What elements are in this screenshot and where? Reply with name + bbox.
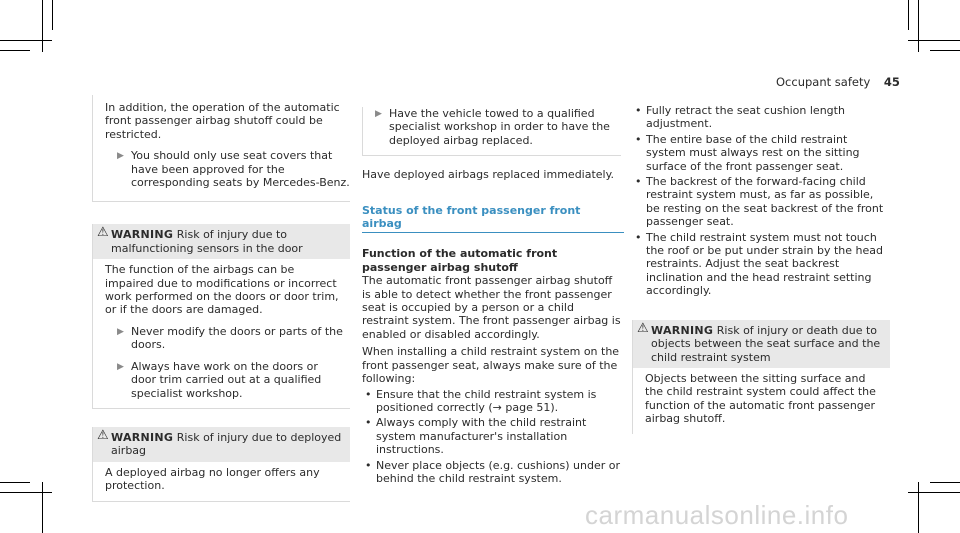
crop-mark xyxy=(52,0,53,30)
page-number: 45 xyxy=(883,75,900,89)
warning-title: Risk of injury due to deployed airbag xyxy=(111,430,342,458)
section-heading-wrap xyxy=(362,204,624,234)
list-item-text: The backrest of the forward-facing child restraint system must, as far as possible, be resting on the seat backrest of the front passenger seat. xyxy=(646,175,884,229)
crop-mark xyxy=(918,482,919,533)
watermark: carmanualsonline.info xyxy=(585,500,849,530)
crop-mark xyxy=(930,482,960,483)
list-item: • Always comply with the child restraint system manufacturer's installation instructions. xyxy=(365,416,587,457)
page-header xyxy=(776,75,900,89)
list-item: • The child restraint system must not touch the roof or be put under strain by the head restraints. Adjust the seat backrest inclination and the head restraint setting accordingly. xyxy=(635,230,883,298)
column-1 xyxy=(92,95,350,502)
warning-label: WARNING xyxy=(111,228,174,242)
intro-text: In addition, the operation of the automatic front passenger airbag shutoff could be restricted. xyxy=(105,101,340,141)
step-arrow-icon: ▶ xyxy=(375,109,382,119)
step-arrow-icon: ▶ xyxy=(117,326,124,337)
crop-mark xyxy=(908,0,909,30)
list-item-text: The child restraint system must not touch the roof or be put under strain by the head restraints. Adjust the seat backrest inclination and the head restraint setting accordingly. xyxy=(646,230,883,298)
warning-box-airbag xyxy=(92,427,350,502)
list-item: • Ensure that the child restraint system is positioned correctly (→ page 51). xyxy=(365,387,597,414)
warning-label: WARNING xyxy=(111,430,174,444)
header-title: Occupant safety xyxy=(776,75,871,89)
column-2 xyxy=(362,95,624,485)
warning-title: Risk of injury due to malfunctioning sensors in the door xyxy=(111,228,303,255)
warning-title: Risk of injury or death due to objects between the seat surface and the child restraint system xyxy=(651,323,881,364)
crop-mark xyxy=(918,0,919,52)
step-arrow-icon: ▶ xyxy=(117,151,124,162)
crop-mark xyxy=(42,0,43,52)
tow-step xyxy=(363,107,615,147)
warning-body xyxy=(93,259,350,408)
step-text: Always have work on the doors or door trim carried out at a qualified specialist workshop. xyxy=(131,359,322,400)
step-box xyxy=(362,107,621,156)
warning-text: Objects between the sitting surface and the child restraint system could affect the function of the automatic front passenger airbag shutoff. xyxy=(645,371,876,426)
crop-mark xyxy=(0,40,52,41)
warning-box-door xyxy=(92,224,350,408)
list-item: • Never place objects (e.g. cushions) under or behind the child restraint system. xyxy=(365,458,621,485)
warning-header xyxy=(93,224,350,259)
crop-mark xyxy=(42,482,43,533)
crop-mark xyxy=(930,50,960,51)
warning-step xyxy=(105,360,344,400)
intro-box xyxy=(92,95,350,202)
warning-body xyxy=(633,368,890,434)
intro-step xyxy=(105,149,350,189)
list-item: • Fully retract the seat cushion length adjustment. xyxy=(635,104,845,131)
warning-triangle-icon: ⚠ xyxy=(97,427,109,443)
replace-text: Have deployed airbags replaced immediately. xyxy=(362,168,615,182)
warning-body xyxy=(93,462,350,501)
list-item-text: Fully retract the seat cushion length adjustment. xyxy=(646,104,845,131)
warning-box-objects xyxy=(632,320,890,434)
warning-triangle-icon: ⚠ xyxy=(97,225,109,241)
warning-label: WARNING xyxy=(651,323,714,337)
step-text: You should only use seat covers that have been approved for the corresponding seats by Mercedes-Benz. xyxy=(131,149,350,190)
step-text: Have the vehicle towed to a qualified specialist workshop in order to have the deployed airbag replaced. xyxy=(389,107,610,147)
install-paragraph: When installing a child restraint system on the front passenger seat, always make sure of the following: xyxy=(362,345,620,386)
list-item: • The backrest of the forward-facing child restraint system must, as far as possible, be resting on the seat backrest of the front passenger seat. xyxy=(635,175,884,229)
crop-mark xyxy=(908,492,960,493)
crop-mark xyxy=(0,482,30,483)
warning-text: A deployed airbag no longer offers any protection. xyxy=(105,465,320,493)
crop-mark xyxy=(0,50,30,51)
crop-mark xyxy=(0,492,52,493)
section-heading: Status of the front passenger front airbag xyxy=(362,204,624,234)
crop-mark xyxy=(908,40,960,41)
column-3 xyxy=(632,102,890,434)
sub-heading: Function of the automatic front passenger airbag shutoff xyxy=(362,247,558,274)
warning-text: The function of the airbags can be impaired due to modifications or incorrect work performed on the doors or door trim, or if the doors are damaged. xyxy=(105,263,339,317)
list-item-text: Always comply with the child restraint system manufacturer's installation instructions. xyxy=(376,416,587,457)
warning-header xyxy=(93,427,350,462)
list-item-text: Never place objects (e.g. cushions) under or behind the child restraint system. xyxy=(376,458,621,485)
list-item: • The entire base of the child restraint system must always rest on the sitting surface of the front passenger seat. xyxy=(635,132,860,173)
function-paragraph: The automatic front passenger airbag shutoff is able to detect whether the front passenger seat is occupied by a person or a child restraint system. The front passenger airbag is enabled or disabled accordingly. xyxy=(362,274,621,341)
step-text: Never modify the doors or parts of the doors. xyxy=(131,324,343,352)
list-item-text: Ensure that the child restraint system is positioned correctly (→ page 51). xyxy=(376,387,597,414)
list-item-text: The entire base of the child restraint system must always rest on the sitting surface of the front passenger seat. xyxy=(646,132,860,173)
step-arrow-icon: ▶ xyxy=(117,361,124,372)
warning-step xyxy=(105,325,344,352)
warning-header xyxy=(633,320,890,368)
warning-triangle-icon: ⚠ xyxy=(637,320,649,336)
